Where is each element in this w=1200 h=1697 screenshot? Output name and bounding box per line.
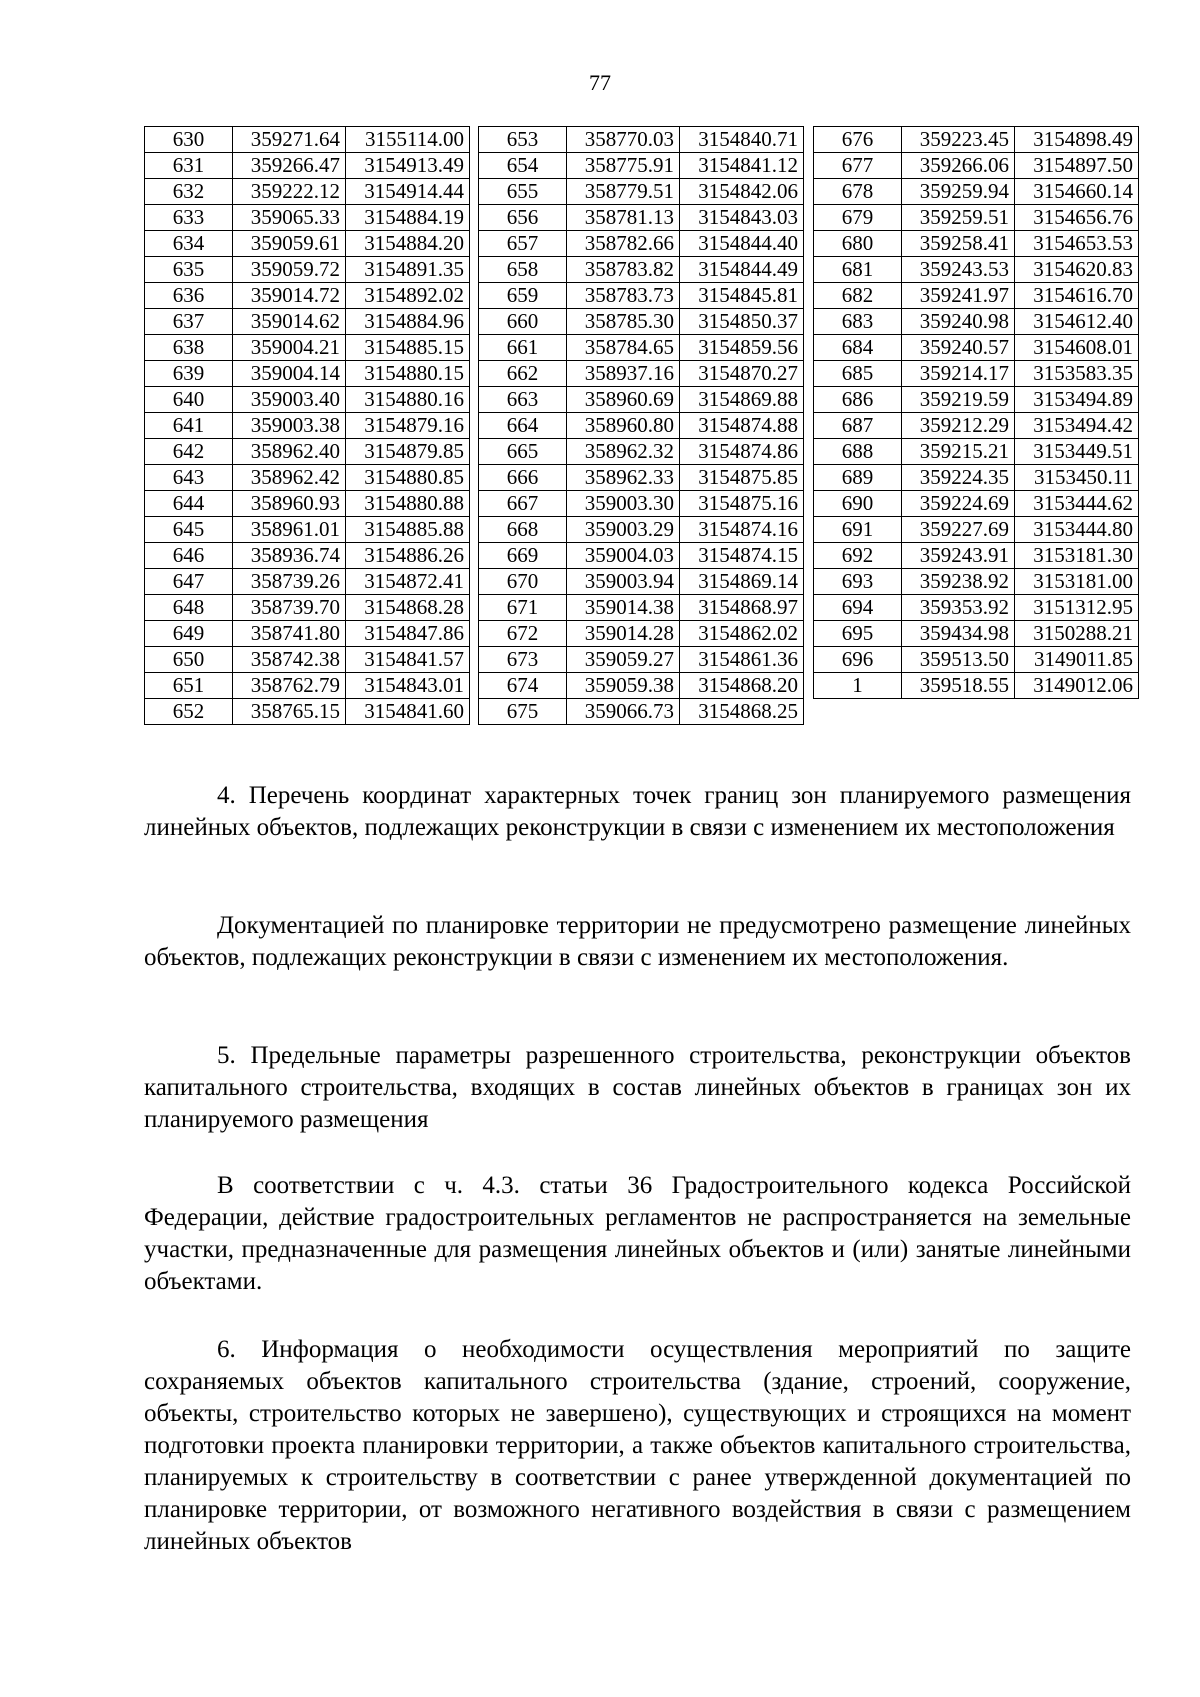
- point-number-cell: 689: [814, 465, 902, 491]
- point-number-cell: 648: [145, 595, 233, 621]
- table-row: [145, 699, 470, 725]
- x-coordinate-cell: 359513.50: [902, 647, 1015, 673]
- y-coordinate-cell: 3154880.15: [346, 361, 470, 387]
- table-row: [145, 621, 470, 647]
- y-coordinate-cell: 3154880.85: [346, 465, 470, 491]
- y-coordinate-cell: 3154868.25: [680, 699, 804, 725]
- y-coordinate-cell: 3154869.88: [680, 387, 804, 413]
- y-coordinate-cell: 3154886.26: [346, 543, 470, 569]
- point-number-cell: 692: [814, 543, 902, 569]
- table-row: [479, 673, 804, 699]
- x-coordinate-cell: 359014.62: [233, 309, 346, 335]
- point-number-cell: 671: [479, 595, 567, 621]
- y-coordinate-cell: 3154653.53: [1015, 231, 1139, 257]
- y-coordinate-cell: 3154868.97: [680, 595, 804, 621]
- x-coordinate-cell: 358962.42: [233, 465, 346, 491]
- point-number-cell: 641: [145, 413, 233, 439]
- point-number-cell: 645: [145, 517, 233, 543]
- x-coordinate-cell: 359227.69: [902, 517, 1015, 543]
- x-coordinate-cell: 358960.93: [233, 491, 346, 517]
- x-coordinate-cell: 358783.82: [567, 257, 680, 283]
- section-5-heading: [144, 1040, 1131, 1136]
- x-coordinate-cell: 358961.01: [233, 517, 346, 543]
- y-coordinate-cell: 3154842.06: [680, 179, 804, 205]
- y-coordinate-cell: 3154841.60: [346, 699, 470, 725]
- x-coordinate-cell: 359240.57: [902, 335, 1015, 361]
- point-number-cell: 666: [479, 465, 567, 491]
- y-coordinate-cell: 3153449.51: [1015, 439, 1139, 465]
- y-coordinate-cell: 3154841.57: [346, 647, 470, 673]
- point-number-cell: 632: [145, 179, 233, 205]
- table-row: [814, 517, 1139, 543]
- point-number-cell: 665: [479, 439, 567, 465]
- point-number-cell: 672: [479, 621, 567, 647]
- y-coordinate-cell: 3154874.86: [680, 439, 804, 465]
- table-row: [814, 439, 1139, 465]
- point-number-cell: 673: [479, 647, 567, 673]
- x-coordinate-cell: 359003.38: [233, 413, 346, 439]
- x-coordinate-cell: 359259.94: [902, 179, 1015, 205]
- point-number-cell: 650: [145, 647, 233, 673]
- x-coordinate-cell: 358960.80: [567, 413, 680, 439]
- y-coordinate-cell: 3153181.30: [1015, 543, 1139, 569]
- point-number-cell: 688: [814, 439, 902, 465]
- x-coordinate-cell: 359212.29: [902, 413, 1015, 439]
- point-number-cell: 695: [814, 621, 902, 647]
- x-coordinate-cell: 359353.92: [902, 595, 1015, 621]
- point-number-cell: 669: [479, 543, 567, 569]
- table-row: [479, 439, 804, 465]
- y-coordinate-cell: 3154874.15: [680, 543, 804, 569]
- table-row: [145, 465, 470, 491]
- table-row: [479, 491, 804, 517]
- table-row: [145, 335, 470, 361]
- x-coordinate-cell: 358741.80: [233, 621, 346, 647]
- point-number-cell: 646: [145, 543, 233, 569]
- table-row: [145, 673, 470, 699]
- point-number-cell: 678: [814, 179, 902, 205]
- x-coordinate-cell: 359003.30: [567, 491, 680, 517]
- x-coordinate-cell: 358742.38: [233, 647, 346, 673]
- y-coordinate-cell: 3153583.35: [1015, 361, 1139, 387]
- point-number-cell: 651: [145, 673, 233, 699]
- x-coordinate-cell: 359214.17: [902, 361, 1015, 387]
- point-number-cell: 664: [479, 413, 567, 439]
- x-coordinate-cell: 359004.21: [233, 335, 346, 361]
- table-row: [479, 153, 804, 179]
- table-row: [145, 387, 470, 413]
- point-number-cell: 633: [145, 205, 233, 231]
- table-row: [145, 309, 470, 335]
- y-coordinate-cell: 3154879.85: [346, 439, 470, 465]
- table-row: [814, 647, 1139, 673]
- x-coordinate-cell: 359266.06: [902, 153, 1015, 179]
- x-coordinate-cell: 358783.73: [567, 283, 680, 309]
- table-row: [814, 179, 1139, 205]
- table-row: [145, 517, 470, 543]
- point-number-cell: 677: [814, 153, 902, 179]
- y-coordinate-cell: 3151312.95: [1015, 595, 1139, 621]
- y-coordinate-cell: 3154879.16: [346, 413, 470, 439]
- point-number-cell: 691: [814, 517, 902, 543]
- x-coordinate-cell: 359003.94: [567, 569, 680, 595]
- table-row: [479, 699, 804, 725]
- x-coordinate-cell: 358739.70: [233, 595, 346, 621]
- y-coordinate-cell: 3154880.16: [346, 387, 470, 413]
- y-coordinate-cell: 3154884.19: [346, 205, 470, 231]
- table-row: [814, 413, 1139, 439]
- table-row: [479, 569, 804, 595]
- table-row: [145, 569, 470, 595]
- point-number-cell: 647: [145, 569, 233, 595]
- x-coordinate-cell: 359003.29: [567, 517, 680, 543]
- y-coordinate-cell: 3154892.02: [346, 283, 470, 309]
- table-row: [145, 647, 470, 673]
- table-row: [479, 595, 804, 621]
- y-coordinate-cell: 3154841.12: [680, 153, 804, 179]
- table-row: [814, 465, 1139, 491]
- point-number-cell: 634: [145, 231, 233, 257]
- x-coordinate-cell: 358765.15: [233, 699, 346, 725]
- coordinates-table-1: [144, 126, 470, 725]
- y-coordinate-cell: 3154608.01: [1015, 335, 1139, 361]
- coordinates-table-2: [478, 126, 804, 725]
- section-5-body: [144, 1170, 1131, 1298]
- y-coordinate-cell: 3150288.21: [1015, 621, 1139, 647]
- y-coordinate-cell: 3154914.44: [346, 179, 470, 205]
- table-row: [479, 335, 804, 361]
- x-coordinate-cell: 359223.45: [902, 127, 1015, 153]
- x-coordinate-cell: 359222.12: [233, 179, 346, 205]
- x-coordinate-cell: 358781.13: [567, 205, 680, 231]
- y-coordinate-cell: 3153494.42: [1015, 413, 1139, 439]
- y-coordinate-cell: 3154862.02: [680, 621, 804, 647]
- table-row: [814, 673, 1139, 699]
- y-coordinate-cell: 3154870.27: [680, 361, 804, 387]
- table-row: [479, 517, 804, 543]
- y-coordinate-cell: 3154844.40: [680, 231, 804, 257]
- y-coordinate-cell: 3154898.49: [1015, 127, 1139, 153]
- y-coordinate-cell: 3153444.80: [1015, 517, 1139, 543]
- point-number-cell: 639: [145, 361, 233, 387]
- y-coordinate-cell: 3154660.14: [1015, 179, 1139, 205]
- point-number-cell: 682: [814, 283, 902, 309]
- point-number-cell: 656: [479, 205, 567, 231]
- y-coordinate-cell: 3154913.49: [346, 153, 470, 179]
- y-coordinate-cell: 3154620.83: [1015, 257, 1139, 283]
- point-number-cell: 658: [479, 257, 567, 283]
- table-row: [479, 127, 804, 153]
- y-coordinate-cell: 3154845.81: [680, 283, 804, 309]
- y-coordinate-cell: 3154616.70: [1015, 283, 1139, 309]
- section-4-body-text: Документацией по планировке территории не предусмотрено размещение линейных объектов, подлежащих реконструкции в связи с изменением их местоположения.: [144, 912, 1131, 971]
- table-row: [479, 647, 804, 673]
- table-row: [479, 543, 804, 569]
- x-coordinate-cell: 359259.51: [902, 205, 1015, 231]
- table-row: [814, 205, 1139, 231]
- point-number-cell: 675: [479, 699, 567, 725]
- table-row: [145, 231, 470, 257]
- point-number-cell: 676: [814, 127, 902, 153]
- coordinates-table-3: [813, 126, 1139, 699]
- x-coordinate-cell: 359434.98: [902, 621, 1015, 647]
- x-coordinate-cell: 358782.66: [567, 231, 680, 257]
- point-number-cell: 686: [814, 387, 902, 413]
- x-coordinate-cell: 359065.33: [233, 205, 346, 231]
- point-number-cell: 683: [814, 309, 902, 335]
- y-coordinate-cell: 3153444.62: [1015, 491, 1139, 517]
- y-coordinate-cell: 3154861.36: [680, 647, 804, 673]
- table-row: [814, 231, 1139, 257]
- table-row: [814, 569, 1139, 595]
- table-row: [814, 283, 1139, 309]
- x-coordinate-cell: 359004.03: [567, 543, 680, 569]
- x-coordinate-cell: 358937.16: [567, 361, 680, 387]
- section-4-heading: [144, 780, 1131, 844]
- x-coordinate-cell: 358960.69: [567, 387, 680, 413]
- y-coordinate-cell: 3154868.20: [680, 673, 804, 699]
- y-coordinate-cell: 3154875.16: [680, 491, 804, 517]
- y-coordinate-cell: 3154840.71: [680, 127, 804, 153]
- y-coordinate-cell: 3154885.15: [346, 335, 470, 361]
- point-number-cell: 680: [814, 231, 902, 257]
- point-number-cell: 635: [145, 257, 233, 283]
- x-coordinate-cell: 359004.14: [233, 361, 346, 387]
- y-coordinate-cell: 3154875.85: [680, 465, 804, 491]
- point-number-cell: 649: [145, 621, 233, 647]
- x-coordinate-cell: 359224.35: [902, 465, 1015, 491]
- point-number-cell: 693: [814, 569, 902, 595]
- x-coordinate-cell: 358762.79: [233, 673, 346, 699]
- y-coordinate-cell: 3154656.76: [1015, 205, 1139, 231]
- x-coordinate-cell: 359241.97: [902, 283, 1015, 309]
- y-coordinate-cell: 3154844.49: [680, 257, 804, 283]
- y-coordinate-cell: 3149011.85: [1015, 647, 1139, 673]
- table-row: [145, 361, 470, 387]
- point-number-cell: 642: [145, 439, 233, 465]
- point-number-cell: 694: [814, 595, 902, 621]
- point-number-cell: 660: [479, 309, 567, 335]
- table-row: [479, 179, 804, 205]
- x-coordinate-cell: 359258.41: [902, 231, 1015, 257]
- x-coordinate-cell: 359003.40: [233, 387, 346, 413]
- point-number-cell: 1: [814, 673, 902, 699]
- table-row: [814, 491, 1139, 517]
- table-row: [814, 361, 1139, 387]
- y-coordinate-cell: 3154859.56: [680, 335, 804, 361]
- point-number-cell: 652: [145, 699, 233, 725]
- x-coordinate-cell: 359240.98: [902, 309, 1015, 335]
- y-coordinate-cell: 3154897.50: [1015, 153, 1139, 179]
- x-coordinate-cell: 359243.53: [902, 257, 1015, 283]
- point-number-cell: 667: [479, 491, 567, 517]
- point-number-cell: 668: [479, 517, 567, 543]
- section-4-heading-text: 4. Перечень координат характерных точек границ зон планируемого размещения линейных объектов, подлежащих реконструкции в связи с изменением их местоположения: [144, 782, 1131, 841]
- point-number-cell: 636: [145, 283, 233, 309]
- table-row: [479, 283, 804, 309]
- x-coordinate-cell: 359014.38: [567, 595, 680, 621]
- y-coordinate-cell: 3154869.14: [680, 569, 804, 595]
- y-coordinate-cell: 3154885.88: [346, 517, 470, 543]
- y-coordinate-cell: 3153450.11: [1015, 465, 1139, 491]
- x-coordinate-cell: 359059.61: [233, 231, 346, 257]
- table-row: [145, 153, 470, 179]
- y-coordinate-cell: 3154872.41: [346, 569, 470, 595]
- point-number-cell: 657: [479, 231, 567, 257]
- x-coordinate-cell: 359059.72: [233, 257, 346, 283]
- x-coordinate-cell: 358962.32: [567, 439, 680, 465]
- y-coordinate-cell: 3149012.06: [1015, 673, 1139, 699]
- x-coordinate-cell: 358785.30: [567, 309, 680, 335]
- table-row: [479, 387, 804, 413]
- table-row: [145, 543, 470, 569]
- x-coordinate-cell: 359014.72: [233, 283, 346, 309]
- table-row: [145, 413, 470, 439]
- table-row: [479, 465, 804, 491]
- y-coordinate-cell: 3154843.03: [680, 205, 804, 231]
- point-number-cell: 661: [479, 335, 567, 361]
- point-number-cell: 654: [479, 153, 567, 179]
- x-coordinate-cell: 359243.91: [902, 543, 1015, 569]
- x-coordinate-cell: 358739.26: [233, 569, 346, 595]
- section-4-body: [144, 910, 1131, 974]
- point-number-cell: 674: [479, 673, 567, 699]
- y-coordinate-cell: 3154884.20: [346, 231, 470, 257]
- table-row: [479, 621, 804, 647]
- y-coordinate-cell: 3154884.96: [346, 309, 470, 335]
- point-number-cell: 638: [145, 335, 233, 361]
- point-number-cell: 655: [479, 179, 567, 205]
- table-row: [814, 387, 1139, 413]
- section-6-heading: [144, 1334, 1131, 1558]
- section-5-body-text: В соответствии с ч. 4.3. статьи 36 Градостроительного кодекса Российской Федерации, действие градостроительных регламентов не распространяется на земельные участки, предназначенные для размещения линейных объектов и (или) занятые линейными объектами.: [144, 1172, 1131, 1295]
- x-coordinate-cell: 358770.03: [567, 127, 680, 153]
- table-row: [479, 413, 804, 439]
- table-row: [814, 595, 1139, 621]
- table-row: [145, 257, 470, 283]
- table-row: [479, 309, 804, 335]
- table-row: [814, 543, 1139, 569]
- table-row: [814, 621, 1139, 647]
- table-row: [814, 309, 1139, 335]
- x-coordinate-cell: 358784.65: [567, 335, 680, 361]
- point-number-cell: 631: [145, 153, 233, 179]
- x-coordinate-cell: 359059.38: [567, 673, 680, 699]
- y-coordinate-cell: 3154850.37: [680, 309, 804, 335]
- y-coordinate-cell: 3154874.16: [680, 517, 804, 543]
- y-coordinate-cell: 3154891.35: [346, 257, 470, 283]
- table-row: [814, 153, 1139, 179]
- point-number-cell: 681: [814, 257, 902, 283]
- table-row: [145, 205, 470, 231]
- y-coordinate-cell: 3155114.00: [346, 127, 470, 153]
- x-coordinate-cell: 359238.92: [902, 569, 1015, 595]
- point-number-cell: 640: [145, 387, 233, 413]
- point-number-cell: 670: [479, 569, 567, 595]
- point-number-cell: 644: [145, 491, 233, 517]
- x-coordinate-cell: 359219.59: [902, 387, 1015, 413]
- point-number-cell: 696: [814, 647, 902, 673]
- point-number-cell: 662: [479, 361, 567, 387]
- table-row: [479, 361, 804, 387]
- x-coordinate-cell: 358962.40: [233, 439, 346, 465]
- x-coordinate-cell: 358936.74: [233, 543, 346, 569]
- section-6-heading-text: 6. Информация о необходимости осуществления мероприятий по защите сохраняемых объектов капитального строительства (здание, строений, сооружение, объекты, строительство которых не завершено), существующих и строящихся на момент подготовки проекта планировки территории, а также объектов капитального строительства, планируемых к строительству в соответствии с ранее утвержденной документацией по планировке территории, от возможного негативного воздействия в связи с размещением линейных объектов: [144, 1336, 1131, 1555]
- x-coordinate-cell: 359271.64: [233, 127, 346, 153]
- table-row: [479, 205, 804, 231]
- table-row: [145, 491, 470, 517]
- point-number-cell: 637: [145, 309, 233, 335]
- x-coordinate-cell: 359014.28: [567, 621, 680, 647]
- table-row: [814, 257, 1139, 283]
- x-coordinate-cell: 359266.47: [233, 153, 346, 179]
- y-coordinate-cell: 3154847.86: [346, 621, 470, 647]
- section-5-heading-text: 5. Предельные параметры разрешенного строительства, реконструкции объектов капитального строительства, входящих в состав линейных объектов в границах зон их планируемого размещения: [144, 1042, 1131, 1133]
- point-number-cell: 630: [145, 127, 233, 153]
- point-number-cell: 663: [479, 387, 567, 413]
- point-number-cell: 687: [814, 413, 902, 439]
- x-coordinate-cell: 359518.55: [902, 673, 1015, 699]
- table-row: [145, 127, 470, 153]
- point-number-cell: 643: [145, 465, 233, 491]
- x-coordinate-cell: 359059.27: [567, 647, 680, 673]
- point-number-cell: 653: [479, 127, 567, 153]
- table-row: [145, 595, 470, 621]
- table-row: [145, 283, 470, 309]
- x-coordinate-cell: 358779.51: [567, 179, 680, 205]
- y-coordinate-cell: 3153494.89: [1015, 387, 1139, 413]
- point-number-cell: 679: [814, 205, 902, 231]
- y-coordinate-cell: 3154843.01: [346, 673, 470, 699]
- y-coordinate-cell: 3154874.88: [680, 413, 804, 439]
- x-coordinate-cell: 359066.73: [567, 699, 680, 725]
- point-number-cell: 690: [814, 491, 902, 517]
- table-row: [479, 231, 804, 257]
- x-coordinate-cell: 358775.91: [567, 153, 680, 179]
- coordinate-tables: [0, 126, 1200, 746]
- y-coordinate-cell: 3153181.00: [1015, 569, 1139, 595]
- point-number-cell: 659: [479, 283, 567, 309]
- table-row: [814, 127, 1139, 153]
- y-coordinate-cell: 3154868.28: [346, 595, 470, 621]
- point-number-cell: 684: [814, 335, 902, 361]
- y-coordinate-cell: 3154880.88: [346, 491, 470, 517]
- table-row: [145, 179, 470, 205]
- table-row: [479, 257, 804, 283]
- page-number: 77: [589, 70, 611, 95]
- y-coordinate-cell: 3154612.40: [1015, 309, 1139, 335]
- x-coordinate-cell: 359224.69: [902, 491, 1015, 517]
- table-row: [145, 439, 470, 465]
- point-number-cell: 685: [814, 361, 902, 387]
- x-coordinate-cell: 358962.33: [567, 465, 680, 491]
- x-coordinate-cell: 359215.21: [902, 439, 1015, 465]
- table-row: [814, 335, 1139, 361]
